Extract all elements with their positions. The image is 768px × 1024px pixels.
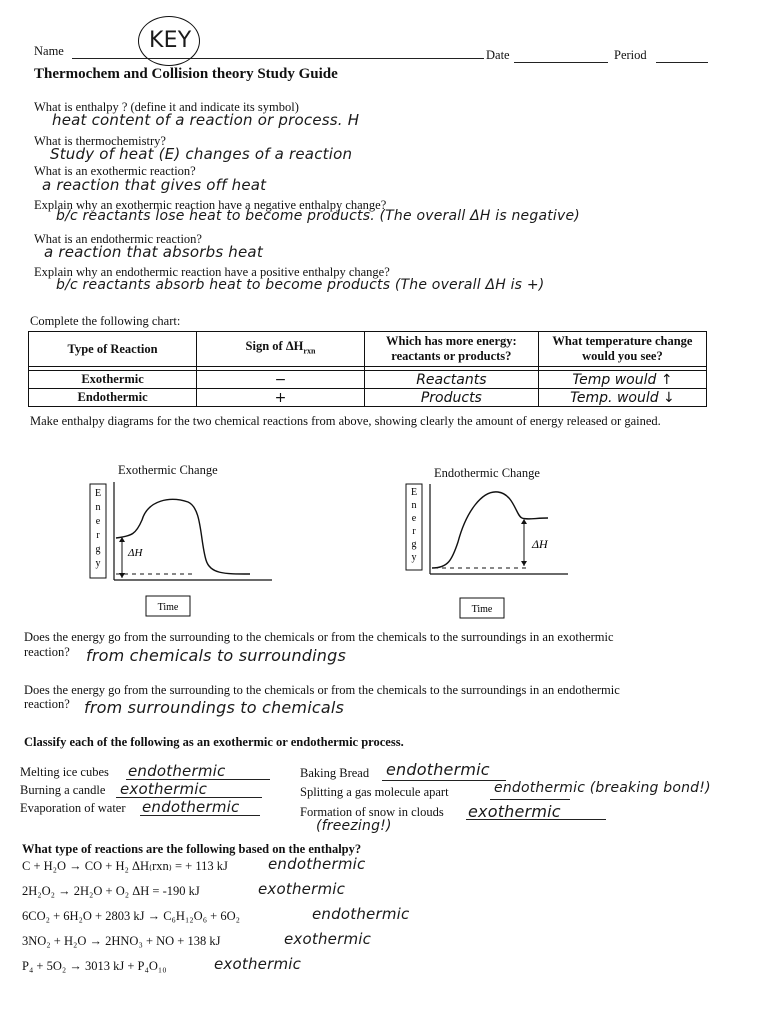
svg-text:E: E <box>94 488 102 499</box>
svg-text:e: e <box>95 516 101 527</box>
date-line[interactable] <box>514 62 608 63</box>
chart-instruction: Complete the following chart: <box>30 314 181 328</box>
endo-arrow-head-bottom <box>521 561 527 566</box>
reaction-equation: 2H₂O₂ → 2H₂O + O₂ ΔH = -190 kJ <box>22 884 200 898</box>
classify-item-label: Burning a candle <box>20 783 106 797</box>
name-label: Name <box>34 44 64 58</box>
reaction-equation: P₄ + 5O₂ → 3013 kJ + P₄O₁₀ <box>22 959 167 973</box>
row-temp[interactable]: Temp would ↑ <box>538 371 706 389</box>
diagram-instruction: Make enthalpy diagrams for the two chemical reactions from above, showing clearly the amount of energy released or gained. <box>30 414 661 428</box>
svg-text:g: g <box>95 544 101 555</box>
exo-energy-curve <box>116 499 250 574</box>
table-row <box>29 389 707 407</box>
answer-5: a reaction that absorbs heat <box>44 243 263 261</box>
header-more-energy: Which has more energy: reactants or products? <box>364 332 538 367</box>
classify-item-label: Evaporation of water <box>20 801 126 815</box>
chart-header-row <box>29 332 707 367</box>
row-temp[interactable]: Temp. would ↓ <box>538 389 706 407</box>
question-2: What is thermochemistry? <box>34 134 166 148</box>
classify-item-answer: exothermic <box>468 802 561 821</box>
period-label: Period <box>614 48 647 62</box>
exo-y-letters <box>95 488 101 569</box>
answer-4: b/c reactants lose heat to become products. (The overall ΔH is negative) <box>56 208 580 224</box>
row-more-energy[interactable]: Products <box>364 389 538 407</box>
energy-question-2-cont: reaction? <box>24 697 70 711</box>
question-1: What is enthalpy ? (define it and indicate its symbol) <box>34 100 299 114</box>
svg-text:y: y <box>95 558 101 569</box>
page-title: Thermochem and Collision theory Study Guide <box>34 66 338 82</box>
reaction-answer: endothermic <box>268 855 366 873</box>
endo-energy-curve <box>432 492 548 568</box>
classify-item-label: Splitting a gas molecule apart <box>300 785 449 799</box>
endo-diagram-title: Endothermic Change <box>434 466 540 480</box>
svg-text:y: y <box>411 552 417 563</box>
name-line[interactable] <box>72 58 484 59</box>
question-6: Explain why an endothermic reaction have a positive enthalpy change? <box>34 265 390 279</box>
energy-answer-2: from surroundings to chemicals <box>84 698 345 717</box>
classify-item-label: Melting ice cubes <box>20 765 109 779</box>
classify-item-line[interactable] <box>382 780 506 781</box>
answer-1: heat content of a reaction or process. H <box>52 111 360 129</box>
header-type: Type of Reaction <box>29 332 197 367</box>
period-line[interactable] <box>656 62 708 63</box>
exo-delta-label: ΔH <box>128 547 143 559</box>
endo-arrow-head-top <box>521 519 527 524</box>
reaction-answer: exothermic <box>284 930 372 948</box>
enthalpy-chart <box>28 331 707 407</box>
svg-text:n: n <box>411 500 417 511</box>
svg-text:g: g <box>411 539 417 550</box>
table-row <box>29 371 707 389</box>
question-5: What is an endothermic reaction? <box>34 232 202 246</box>
reaction-answer: endothermic <box>312 905 410 923</box>
reaction-answer: exothermic <box>214 955 302 973</box>
header-temp: What temperature change would you see? <box>538 332 706 367</box>
classify-item-answer: endothermic <box>386 760 490 779</box>
row-type: Endothermic <box>29 389 197 407</box>
endo-delta-label: ΔH <box>532 537 548 551</box>
row-type: Exothermic <box>29 371 197 389</box>
svg-text:r: r <box>412 526 416 537</box>
sign-subscript: rxn <box>303 346 316 356</box>
exo-diagram-title: Exothermic Change <box>118 463 218 477</box>
row-sign[interactable]: + <box>197 389 365 407</box>
answer-2: Study of heat (E) changes of a reaction <box>50 145 353 163</box>
classify-item-note: (freezing!) <box>316 818 392 834</box>
energy-question-1: Does the energy go from the surrounding to the chemicals or from the chemicals to the surroundings in an exothermic <box>24 630 614 644</box>
reaction-equation: 3NO₂ + H₂O → 2HNO₃ + NO + 138 kJ <box>22 934 221 948</box>
endo-y-letters <box>411 487 417 563</box>
classify-item-label: Baking Bread <box>300 766 370 780</box>
classify-item-answer: exothermic <box>120 780 208 798</box>
classify-item-answer: endothermic <box>128 762 226 780</box>
classify-item-label: Formation of snow in clouds <box>300 805 444 819</box>
reaction-answer: exothermic <box>258 880 346 898</box>
energy-answer-1: from chemicals to surroundings <box>86 646 347 665</box>
reactions-heading: What type of reactions are the following based on the enthalpy? <box>22 842 362 856</box>
endo-x-label: Time <box>471 604 493 615</box>
exo-diagram <box>84 480 274 620</box>
reaction-equation: 6CO₂ + 6H₂O + 2803 kJ → C₆H₁₂O₆ + 6O₂ <box>22 909 240 923</box>
svg-text:e: e <box>411 513 417 524</box>
svg-text:r: r <box>96 530 100 541</box>
exo-x-label: Time <box>157 602 179 613</box>
header-sign: Sign of $\Delta H_{rxn}$ <box>197 332 365 367</box>
row-more-energy[interactable]: Reactants <box>364 371 538 389</box>
classify-item-line[interactable] <box>490 799 570 800</box>
answer-3: a reaction that gives off heat <box>42 176 267 194</box>
energy-question-2: Does the energy go from the surrounding to the chemicals or from the chemicals to the surroundings in an endothermic <box>24 683 620 697</box>
svg-text:E: E <box>410 487 418 498</box>
classify-item-answer: endothermic <box>142 798 240 816</box>
row-sign[interactable]: − <box>197 371 365 389</box>
reaction-equation: C + H₂O → CO + H₂ ΔH₍rxn₎ = + 113 kJ <box>22 859 228 873</box>
question-3: What is an exothermic reaction? <box>34 164 196 178</box>
date-label: Date <box>486 48 510 62</box>
energy-question-1-cont: reaction? <box>24 645 70 659</box>
svg-text:n: n <box>95 502 101 513</box>
classify-heading: Classify each of the following as an exothermic or endothermic process. <box>24 735 404 749</box>
classify-item-answer: endothermic (breaking bond!) <box>494 780 711 796</box>
key-stamp-text: KEY <box>149 28 192 53</box>
endo-diagram <box>398 482 588 622</box>
answer-6: b/c reactants absorb heat to become products (The overall ΔH is +) <box>56 277 545 293</box>
question-4: Explain why an exothermic reaction have a negative enthalpy change? <box>34 198 387 212</box>
